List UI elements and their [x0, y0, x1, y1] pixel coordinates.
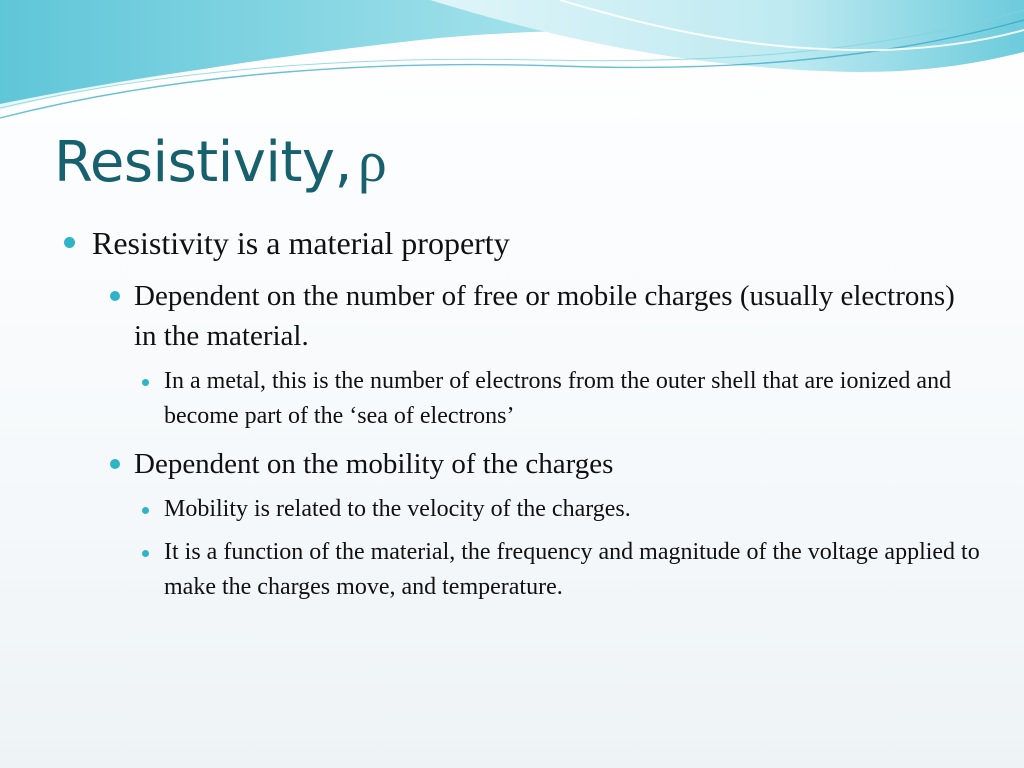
slide-title-text: Resistivity, — [54, 130, 352, 195]
bullet-text: Mobility is related to the velocity of the charges. — [164, 496, 631, 522]
bullet-dot-icon — [142, 379, 149, 386]
bullet-level3-item — [136, 535, 980, 605]
bullet-dot-icon — [110, 291, 120, 301]
bullet-dot-icon — [110, 459, 120, 469]
bullet-dot-icon — [142, 550, 149, 557]
bullet-list — [60, 222, 980, 605]
bullet-text: Resistivity is a material property — [92, 225, 510, 261]
bullet-text: In a metal, this is the number of electrons from the outer shell that are ionized and become part of the ‘sea of electrons’ — [164, 368, 952, 429]
bullet-dot-icon — [142, 507, 149, 514]
bullet-level3-item — [136, 492, 980, 527]
bullet-text: Dependent on the number of free or mobile charges (usually electrons) in the material. — [134, 280, 955, 352]
bullet-level2-item — [106, 276, 980, 356]
bullet-level3-item — [136, 364, 980, 434]
bullet-level1-item — [60, 222, 980, 264]
slide-title — [54, 128, 386, 195]
bullet-text: Dependent on the mobility of the charges — [134, 448, 614, 480]
bullet-text: It is a function of the material, the frequency and magnitude of the voltage applied to make the charges move, and temperature. — [164, 539, 980, 600]
rho-symbol: ρ — [357, 129, 387, 194]
decorative-wave-header — [0, 0, 1024, 130]
bullet-dot-icon — [64, 237, 75, 248]
bullet-level2-item — [106, 444, 980, 484]
